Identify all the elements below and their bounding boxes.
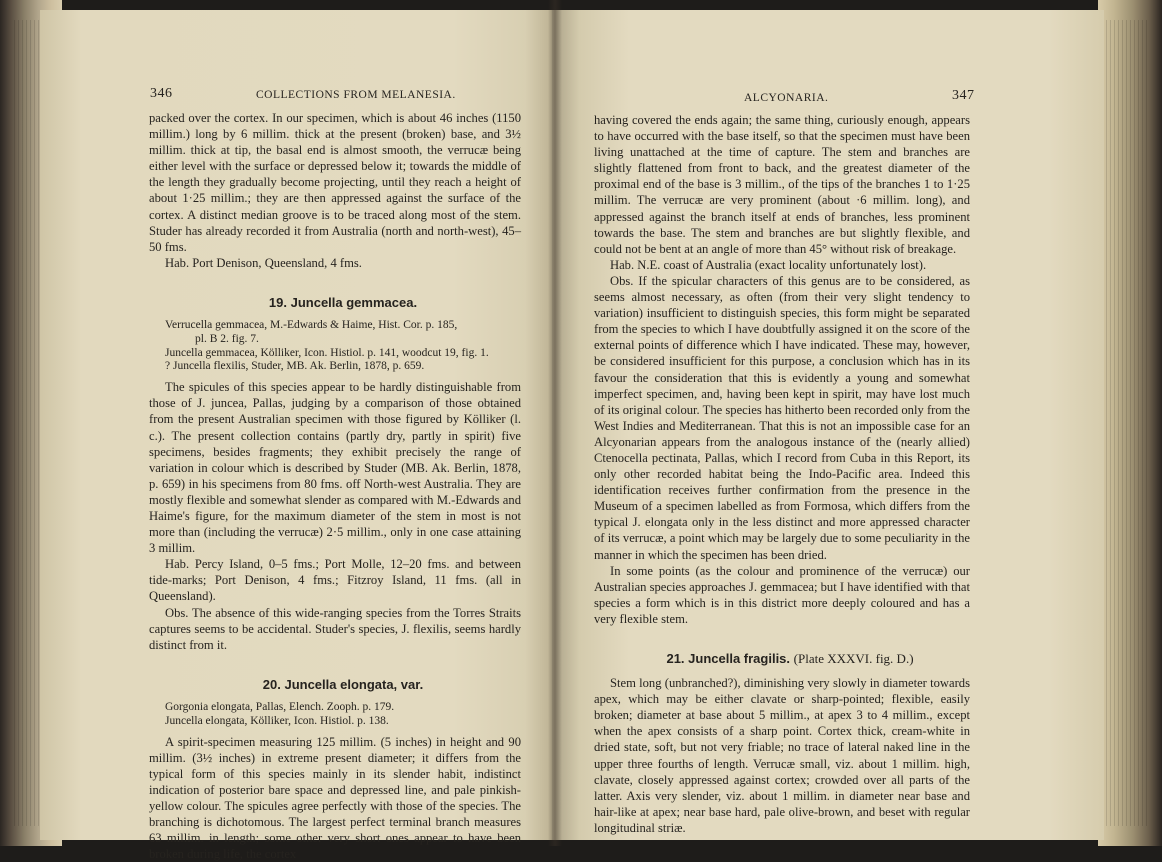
section-19-habitat: Hab. Percy Island, 0–5 fms.; Port Molle, 12–20 fms. and between tide-marks; Port Denison, 4 fms.; Fitzroy Island, 11 fms. (all in Queensland).	[149, 556, 521, 604]
intro-habitat: Hab. Port Denison, Queensland, 4 fms.	[149, 255, 521, 271]
right-page-edges	[1098, 0, 1162, 846]
section-20-description: A spirit-specimen measuring 125 millim. (5 inches) in height and 90 millim. (3½ inches) in extreme present diameter; it differs from the typical form of this species mainly in its slender habit, indistinct indication of posterior bare space and depressed line, and pale pinkish-yellow colour. The spicules agree perfectly with those of the species. The branching is dichotomous. The largest perfect terminal branch measures 63 millim. in length; some other very short ones appear to have been broken during life, the cortex	[149, 734, 521, 862]
synonym-line: Juncella elongata, Kölliker, Icon. Histiol. p. 138.	[149, 715, 521, 729]
synonym-line: Gorgonia elongata, Pallas, Elench. Zooph. p. 179.	[149, 701, 521, 715]
right-running-head: ALCYONARIA.	[744, 92, 828, 104]
section-20-observation: Obs. If the spicular characters of this genus are to be considered, as seems almost necessary, as often (from their very slight tendency to variation) insufficient to distinguish species, this form might be separated from the species to which I have doubtfully assigned it on the score of the external points of difference which I have indicated. These may, however, be considered insufficient for this purpose, a conclusion which has in its favour the consideration that this is evidently a young and somewhat imperfect specimen, and, having been kept in spirit, may have lost much of its original colour. The species has hitherto been recorded only from the West Indies and Mediterranean. That this is not an impossible case for an Alcyonarian appears from the analogous instance of the (nearly allied) Ctenocella pectinata, Pallas, which I record from Cuba in this Report, its only other recorded habitat being the Indo-Pacific area. Indeed this identification receives further confirmation from the presence in the Museum of a specimen labelled as from Formosa, which differs from the typical J. elongata only in the less distinct and more appressed character of its verrucæ, a point which may be largely due to some peculiarity in the manner in which the specimen has been dried.	[594, 273, 970, 563]
section-19-observation: Obs. The absence of this wide-ranging species from the Torres Straits captures seems to be accidental. Studer's species, J. flexilis, seems hardly distinct from it.	[149, 605, 521, 653]
section-21-heading	[594, 651, 970, 667]
intro-paragraph: packed over the cortex. In our specimen, which is about 46 inches (1150 millim.) long by 6 millim. thick at the present (broken) base, and 3½ millim. thick at tip, the basal end is almost smooth, the verrucæ being either level with the surface or depressed below it; towards the middle of the length they gradually become projecting, until they reach a height of about 1·25 millim.; they are then appressed against the surface of the cortex. A distinct median groove is to be traced along most of the stem. Studer has already recorded it from Australia (north and north-west), 45–50 fms.	[149, 110, 521, 255]
left-running-head: COLLECTIONS FROM MELANESIA.	[256, 89, 456, 101]
section-21-description: Stem long (unbranched?), diminishing very slowly in diameter towards apex, which may be either clavate or sharp-pointed; flexible, easily broken; diameter at base about 5 millim., at apex 3 to 4 millim., except when the apex consists of a sharp point. Cortex thick, cream-white in dried state, soft, but not very friable; no trace of lateral naked line in the upper three fourths of length. Verrucæ small, viz. about 1 millim. high, clavate, closely appressed against cortex; crowded over all parts of the latter. Axis very slender, viz. about 1 millim. in diameter near base and hair-like at apex; near base hard, pale olive-brown, and beset with regular longitudinal striæ.	[594, 675, 970, 836]
left-text-column	[149, 110, 521, 862]
right-page-number: 347	[952, 88, 975, 104]
synonym-line: ? Juncella flexilis, Studer, MB. Ak. Berlin, 1878, p. 659.	[149, 360, 521, 374]
comparison-paragraph: In some points (as the colour and prominence of the verrucæ) our Australian species approaches J. gemmacea; but I have identified with that species a form which is in this district more deeply coloured and has a very flexible stem.	[594, 563, 970, 627]
synonym-line: Juncella gemmacea, Kölliker, Icon. Histiol. p. 141, woodcut 19, fig. 1.	[149, 347, 521, 361]
right-text-column	[594, 112, 970, 836]
section-21-title: 21. Juncella fragilis.	[666, 651, 790, 666]
continued-paragraph: having covered the ends again; the same thing, curiously enough, appears to have occurred with the base itself, so that the specimen must have been living unattached at the time of capture. The stem and branches are slightly flattened from front to back, and the greatest diameter of the proximal end of the base is 3 millim., of the tips of the branches 1 to 1·25 millim. The verrucæ are very prominent (about ·6 millim. long), and appressed against the branch itself at ends of branches, less prominent towards the base. The stem and branches are but slightly flexible, and could not be bent at an angle of more than 45° without risk of breakage.	[594, 112, 970, 257]
left-page-number: 346	[150, 86, 173, 102]
section-19-heading: 19. Juncella gemmacea.	[149, 295, 521, 311]
plate-reference: (Plate XXXVI. fig. D.)	[794, 651, 914, 666]
synonym-line: Verrucella gemmacea, M.-Edwards & Haime, Hist. Cor. p. 185, pl. B 2. fig. 7.	[149, 319, 521, 347]
section-19-description: The spicules of this species appear to be hardly distinguishable from those of J. juncea, Pallas, judging by a comparison of those obtained from the present Australian specimen with those figured by Kölliker (l. c.). The present collection contains (partly dry, partly in spirit) five specimens, besides fragments; they exhibit precisely the range of variation in colour which is described by Studer (MB. Ak. Berlin, 1878, p. 659) in his specimens from 80 fms. off North-west Australia. They are mostly flexible and somewhat slender as compared with M.-Edwards and Haime's figure, for the maximum diameter of the stem in most is not more than (including the verrucæ) 2·5 millim., only in one case attaining 3 millim.	[149, 379, 521, 556]
section-20-habitat: Hab. N.E. coast of Australia (exact locality unfortunately lost).	[594, 257, 970, 273]
section-20-heading: 20. Juncella elongata, var.	[149, 677, 521, 693]
book-gutter	[548, 0, 562, 846]
